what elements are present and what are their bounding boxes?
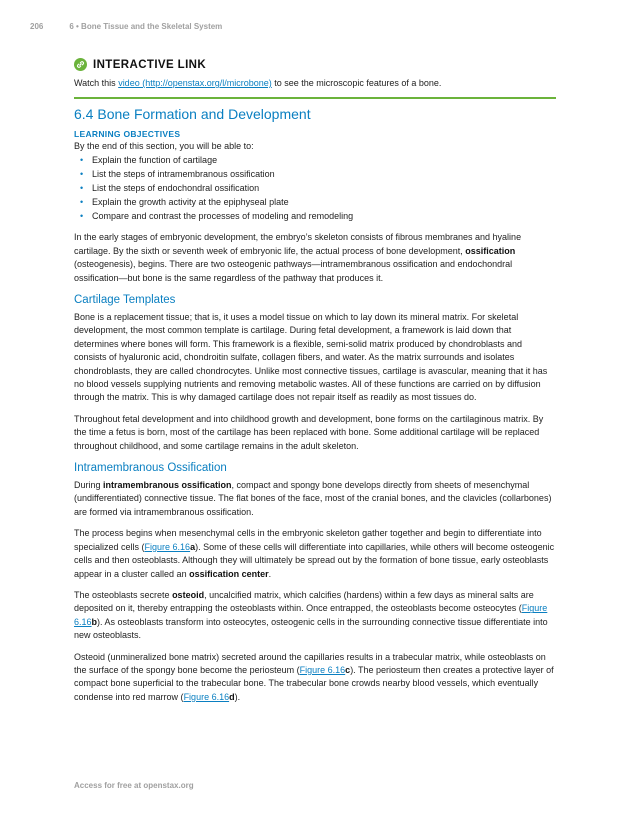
intramembranous-paragraph-1 <box>74 479 556 519</box>
key-term-ossification: ossification <box>465 245 516 256</box>
cartilage-heading: Cartilage Templates <box>74 294 176 307</box>
text-run: to see the microscopic features of a bone. <box>271 78 442 88</box>
section-title: 6.4 Bone Formation and Development <box>74 106 311 122</box>
intramembranous-paragraph-3 <box>74 589 556 643</box>
key-term-intramembranous: intramembranous ossification <box>103 480 232 491</box>
intramembranous-paragraph-4 <box>74 651 556 705</box>
figure-link[interactable]: Figure 6.16 <box>299 664 346 675</box>
figure-part-label: d <box>229 691 235 702</box>
page-footer: Access for free at openstax.org <box>74 781 194 790</box>
cartilage-paragraph-1: Bone is a replacement tissue; that is, it uses a model tissue on which to lay down its mineral matrix. For skeletal development, the most common template is cartilage. During fetal development, a framework is laid down that determines where bones will form. This framework is a flexible, semi-solid matrix produced by chondroblasts and consists of hyaluronic acid, chondroitin sulfate, collagen fibers, and water. As the matrix surrounds and isolates chondroblasts, they are called chondrocytes. Unlike most connective tissues, cartilage is avascular, meaning that it has no blood vessels supplying nutrients and removing metabolic wastes. All of these functions are carried on by diffusion through the matrix. This is why damaged cartilage does not repair itself as readily as most tissues do. <box>74 312 548 403</box>
text-run: Watch this <box>74 78 119 88</box>
intro-paragraph <box>74 231 556 285</box>
text-run: During <box>74 480 104 491</box>
interactive-link-header <box>74 58 556 71</box>
key-term-ossification-center: ossification center <box>189 568 269 579</box>
figure-part-label: b <box>91 616 98 627</box>
intramembranous-heading: Intramembranous Ossification <box>74 462 227 475</box>
figure-link[interactable]: Figure 6.16 <box>183 691 230 702</box>
running-title: 6 • Bone Tissue and the Skeletal System <box>69 22 223 31</box>
text-run: . <box>268 568 272 579</box>
cartilage-paragraph-2: Throughout fetal development and into childhood growth and development, bone forms on the cartilaginous matrix. By the time a fetus is born, most of the cartilage has been replaced with bone. Some additional cartilage will be replaced throughout childhood, and some cartilage remains in the adult skeleton. <box>74 413 544 451</box>
link-icon <box>74 58 87 71</box>
objective-item: • Compare and contrast the processes of modeling and remodeling <box>80 210 556 224</box>
interactive-link-box <box>74 58 556 99</box>
interactive-link-text <box>74 77 556 89</box>
objective-item: • List the steps of endochondral ossification <box>80 182 556 196</box>
page-number: 206 <box>30 22 44 31</box>
intramembranous-paragraph-2 <box>74 527 556 581</box>
figure-part-label: a <box>190 541 196 552</box>
objective-item: • List the steps of intramembranous ossification <box>80 168 556 182</box>
text-run: The process begins when mesenchymal cells in the embryonic skeleton gather together and begin to differentiate into specialized cells ( <box>74 528 542 552</box>
objectives-list <box>74 154 556 223</box>
divider <box>74 97 556 99</box>
text-run: Osteoid (unmineralized bone matrix) secreted around the capillaries results in a trabecular matrix, while osteoblasts on the surface of the spongy bone become the periosteum ( <box>74 651 546 675</box>
key-term-osteoid: osteoid <box>172 589 205 600</box>
figure-link[interactable]: Figure 6.16 <box>144 541 191 552</box>
text-run: The osteoblasts secrete <box>74 589 173 600</box>
figure-part-label: c <box>345 664 351 675</box>
text-run: , uncalcified matrix, which calcifies (hardens) within a few days as mineral salts are deposited on it, thereby entrapping the osteoblasts within. Once entrapped, the osteoblasts become osteocytes ( <box>74 589 534 614</box>
figure-link[interactable]: Figure 6.16 <box>74 603 548 627</box>
text-run: ). The periosteum then creates a protective layer of compact bone superficial to the trabecular bone. The trabecular bone crowds nearby blood vessels, which eventually condense into red marrow ( <box>74 664 554 702</box>
interactive-link-title: INTERACTIVE LINK <box>93 58 207 71</box>
objectives-heading: LEARNING OBJECTIVES <box>74 129 181 139</box>
objective-item: • Explain the growth activity at the epiphyseal plate <box>80 196 556 210</box>
objective-item: • Explain the function of cartilage <box>80 154 556 168</box>
video-link[interactable]: video (http://openstax.org/l/microbone) <box>118 78 272 88</box>
text-run: ). <box>234 691 241 702</box>
page-content <box>74 58 556 704</box>
page-header <box>30 22 222 31</box>
text-run: ). Some of these cells will differentiate into capillaries, while others will become osteogenic cells and then osteoblasts. Although they will ultimately be spread out by the formation of bone tissue, early osteoblasts appear in a cluster called an <box>74 541 555 579</box>
text-run: (osteogenesis), begins. There are two osteogenic pathways—intramembranous ossification and endochondral ossification—but bone is the same regardless of the pathway that produces it. <box>74 259 513 283</box>
text-run: ). As osteoblasts transform into osteocytes, osteogenic cells in the surrounding connective tissue differentiate into new osteoblasts. <box>74 616 548 641</box>
objectives-intro: By the end of this section, you will be able to: <box>74 141 254 151</box>
text-run: In the early stages of embryonic development, the embryo’s skeleton consists of fibrous membranes and hyaline cartilage. By the sixth or seventh week of embryonic life, the actual process of bone development, <box>74 232 522 256</box>
text-run: , compact and spongy bone develops directly from sheets of mesenchymal (undifferentiated) connective tissue. The flat bones of the face, most of the cranial bones, and the clavicles (collarbones) are formed via intramembranous ossification. <box>74 480 552 517</box>
